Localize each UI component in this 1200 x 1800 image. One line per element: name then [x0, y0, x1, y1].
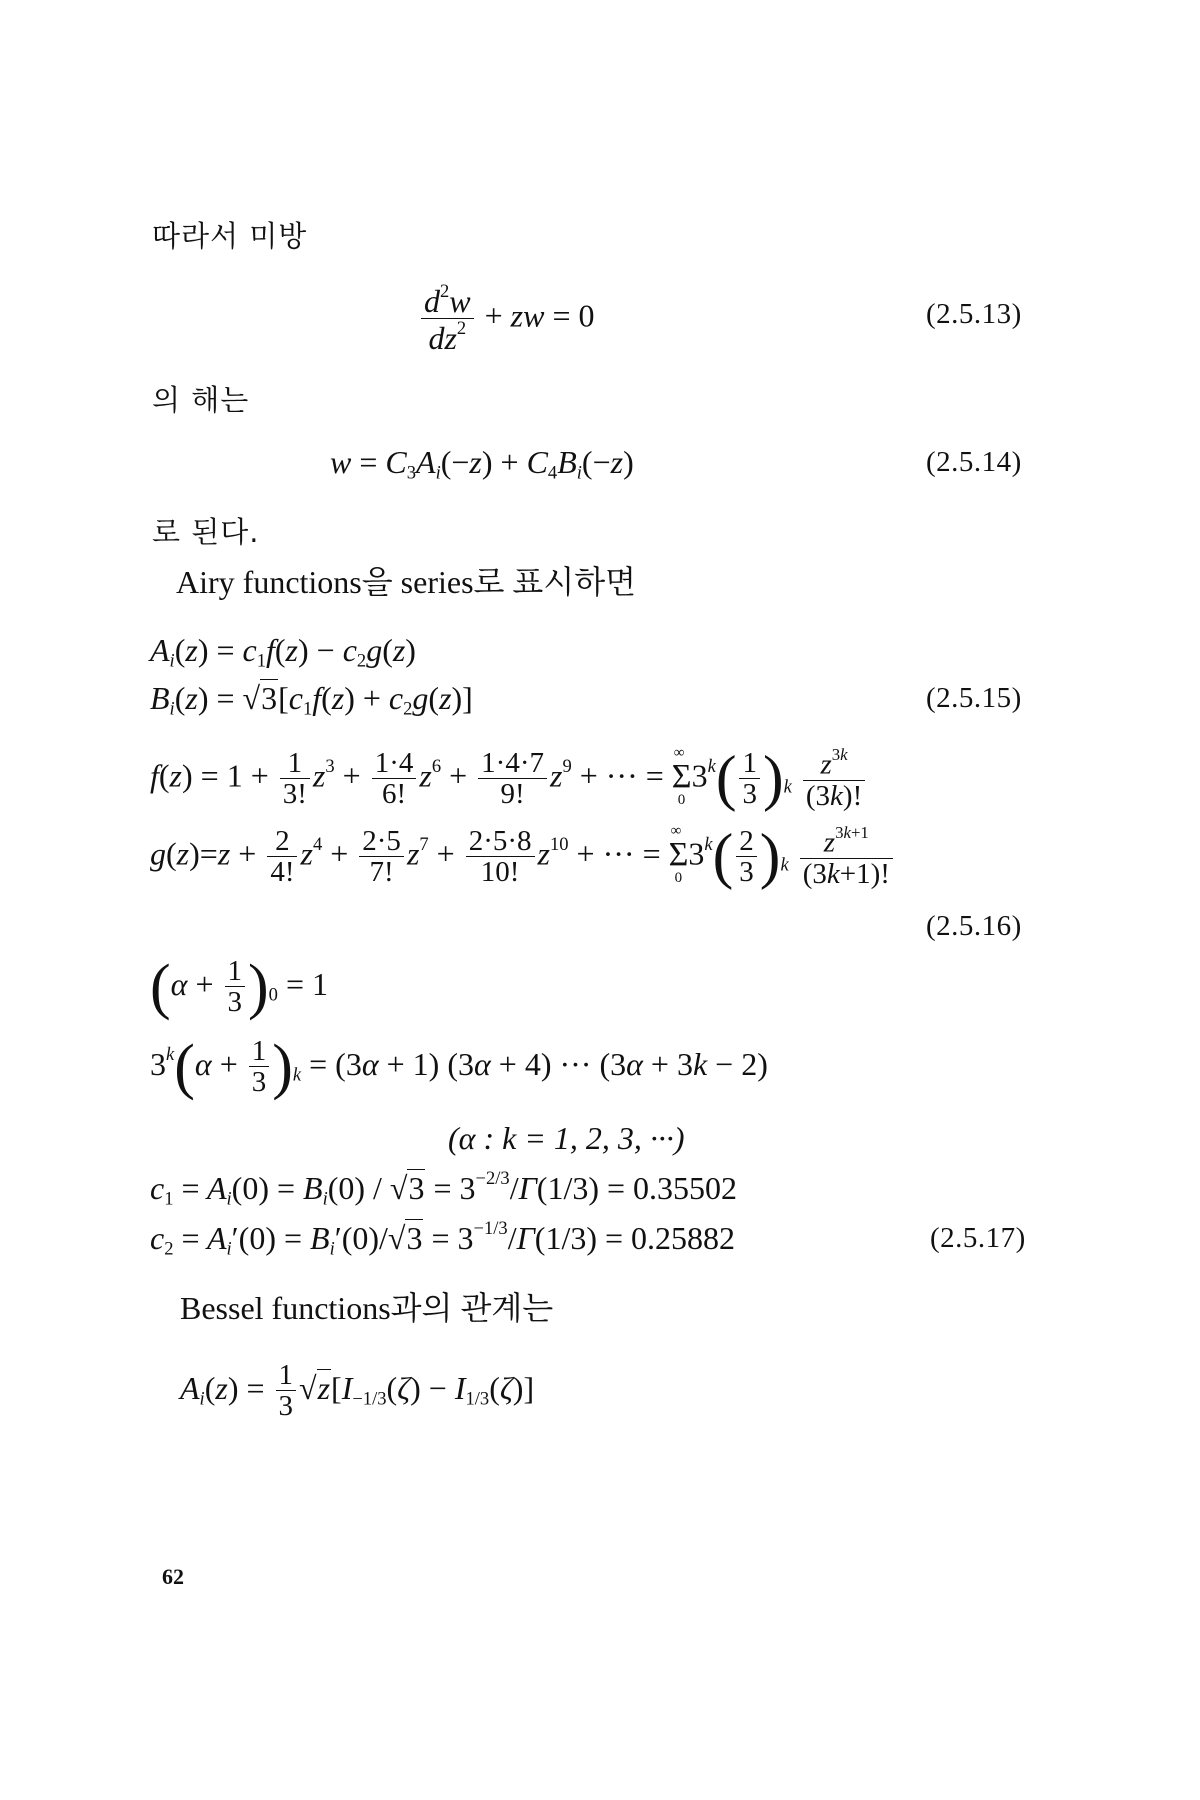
series-text: Airy functions을 series로 표시하면 [176, 564, 637, 600]
result-text: 로 된다. [152, 515, 260, 549]
condition-text: (α : k = 1, 2, 3, ···) [448, 1120, 685, 1156]
bessel-relation: $A_i(z)$ = $\frac{1}{3}$ $√z[I_{-1/3}(\zeta) - I_{1/3}(\zeta)]$ [180, 1359, 535, 1423]
equation-label-2-5-15: (2.5.15) [926, 682, 1022, 714]
equation-2-5-14: $w = C_3A_i(-z) + C_4B_i(-z)$ [330, 444, 634, 484]
page-number: 62 [162, 1564, 184, 1589]
equation-label-2-5-17: (2.5.17) [930, 1222, 1026, 1254]
equation-label-2-5-13: (2.5.13) [926, 298, 1022, 330]
c2-value: 0.25882 [631, 1219, 736, 1256]
equation-2-5-17-line-1: $c_1 = A_i(0) = B_i(0) / √3 = 3^{-2/3}/\Gamma(1/3) = 0.35502$ [150, 1168, 738, 1210]
pochhammer-k: $3^k(\alpha$ + $\frac{1}{3}$ )$_k = (3\alpha + 1)$ (3α + 4) ··· (3α + 3k − 2) [150, 1032, 768, 1101]
equation-2-5-17-line-2: $c_2 = A_i'(0) = B_i'(0)/√3 = 3^{-1/3}/\Gamma(1/3) = 0.25882$ [150, 1218, 736, 1260]
intro-text: 따라서 미방 [152, 219, 308, 253]
equation-2-5-13: $\frac{d^2w}{dz^2}$ + zw = 0 [418, 282, 595, 356]
solution-text: 의 해는 [152, 383, 250, 417]
equation-label-2-5-14: (2.5.14) [926, 446, 1022, 478]
pochhammer-zero: (α + $\frac{1}{3}$ )$_0 = 1$ [150, 952, 328, 1021]
equation-2-5-16-line-2: g(z)=z + $\frac{2}{4!}$ $z^4$ + $\frac{2\cdot 5}{7!}$ $z^7$ + $\frac{2\cdot 5\cdot 8}{10!}$ $z^{10}$ + ··· = ∞ Σ 0 3$^k$( $\frac{2}{3}$ )$_k$ $\frac{z^{3k+1}}{(3k+1)!}$ [150, 824, 896, 891]
bessel-text: Bessel functions과의 관계는 [180, 1290, 554, 1326]
equation-2-5-16-line-1: f(z) = 1 + $\frac{1}{3!}$ $z^3$ + $\frac{1\cdot 4}{6!}$ $z^6$ + $\frac{1\cdot 4\cdot 7}{9!}$ $z^9$ + ··· = ∞ Σ 0 3$^k$( $\frac{1}{3}$ )$_k$ $\frac{z^{3k}}{(3k)!}$ [150, 746, 868, 813]
equation-label-2-5-16: (2.5.16) [926, 910, 1022, 942]
equation-2-5-15-line-1: $A_i(z) = c_1f(z) - c_2g(z)$ [150, 632, 416, 672]
equation-2-5-15-line-2: $B_i(z) = √3[c_1f(z) + c_2g(z)]$ [150, 680, 473, 720]
c1-value: 0.35502 [633, 1169, 738, 1206]
